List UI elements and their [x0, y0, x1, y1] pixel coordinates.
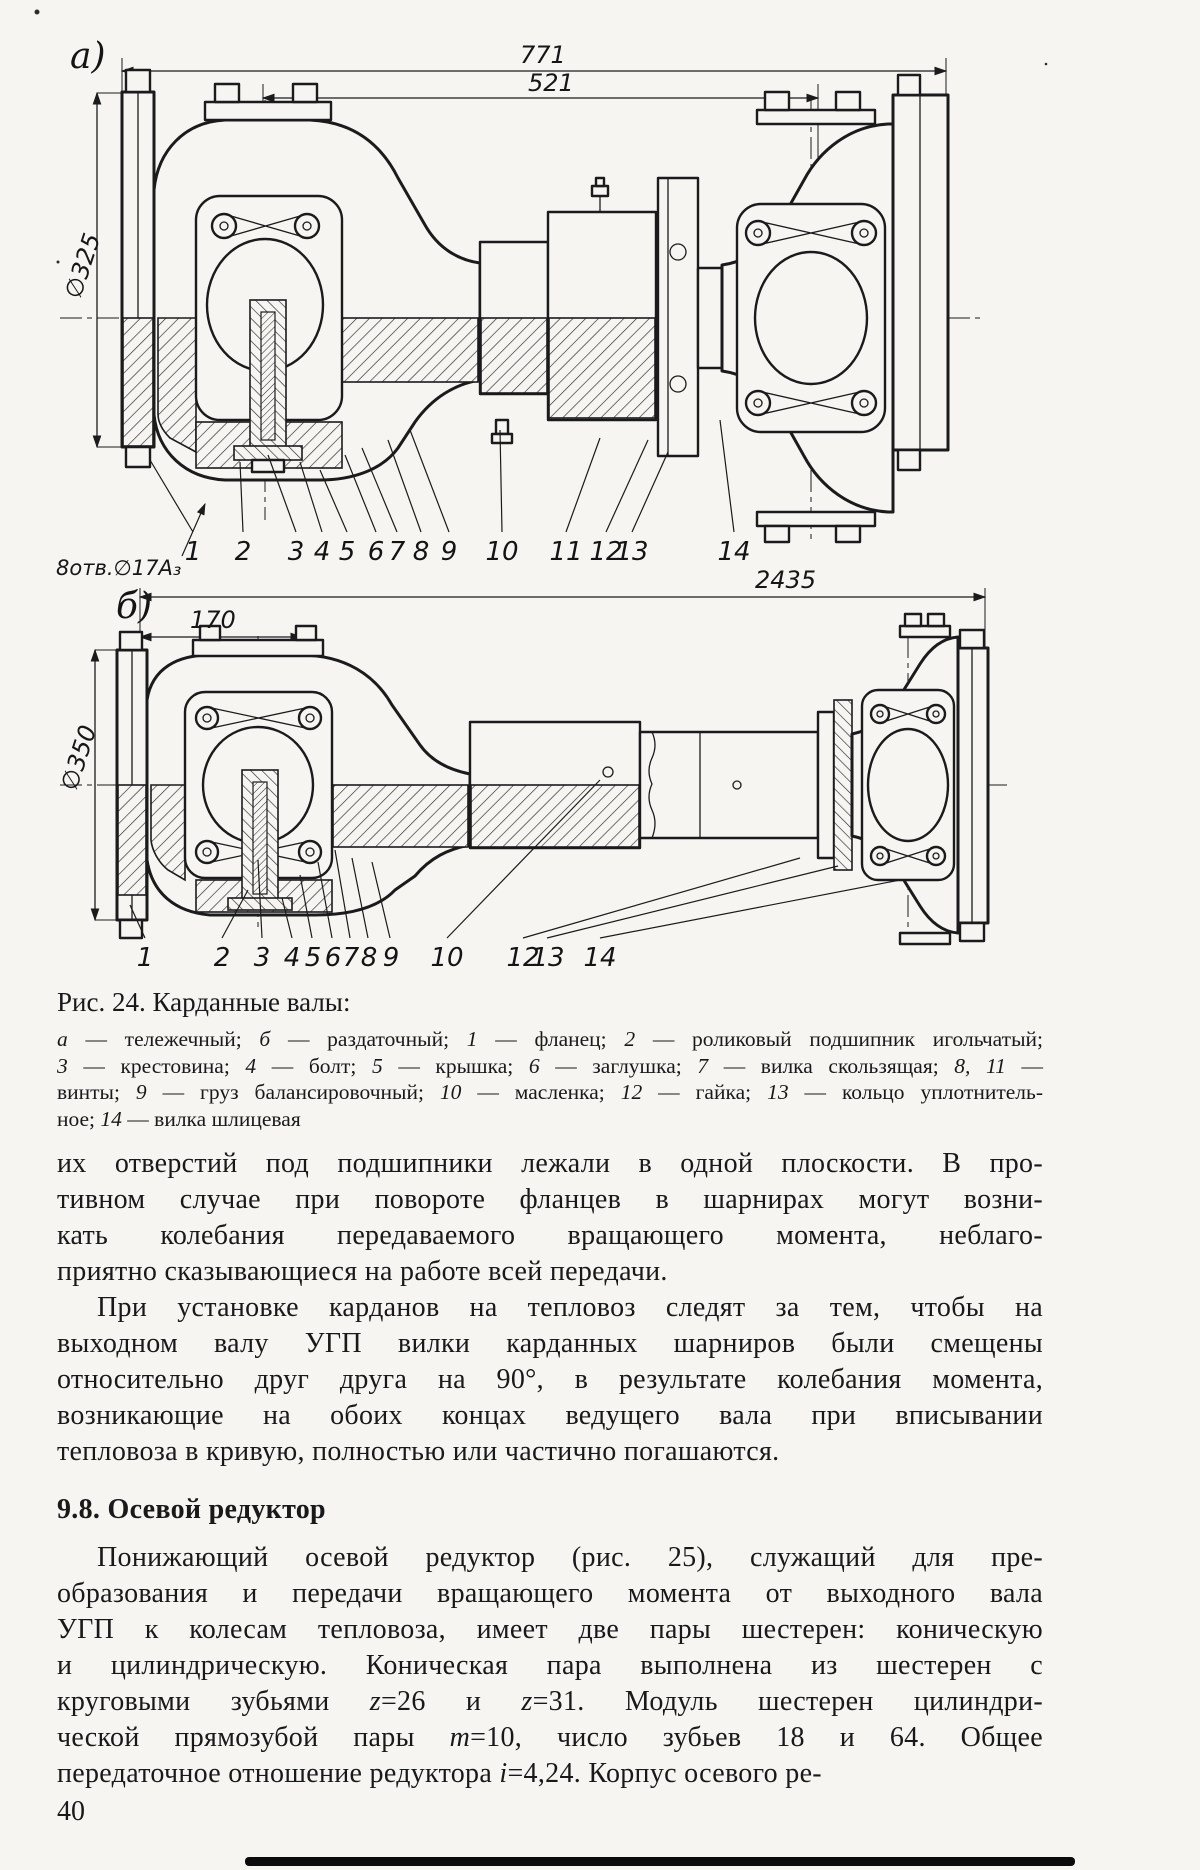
callout-a-9: 9: [440, 537, 458, 567]
figure-caption-legend: а — тележечный; б — раздаточный; 1 — фланец; 2 — роликовый подшипник игольчатый; 3 — крестовина; 4 — болт; 5 — крышка; 6 — заглушка; 7 — вилка скользящая; 8, 11 — винты; 9 — груз балансировочный; 10 — масленка; 12 — гайка; 13 — кольцо уплотнитель- ное; 14 — вилка шлицевая: [57, 1027, 1044, 1131]
scan-speck: [57, 261, 60, 264]
callout-a-1: 1: [184, 537, 202, 567]
callout-b-3: 3: [253, 943, 271, 973]
callout-b-4: 4: [283, 943, 301, 973]
callout-a-6: 6: [367, 537, 385, 567]
dim-2435: 2435: [755, 566, 817, 594]
callout-a-14: 14: [717, 537, 751, 567]
callout-a-5: 5: [338, 537, 356, 567]
dim-170: 170: [190, 606, 236, 634]
scan-speck: [35, 10, 40, 15]
callout-b-9: 9: [382, 943, 400, 973]
callout-b-8: 8: [360, 943, 378, 973]
figure-caption-title: Рис. 24. Карданные валы:: [57, 987, 351, 1017]
callout-b-14: 14: [583, 943, 617, 973]
callout-b-12: 12: [506, 943, 540, 973]
callout-a-7: 7: [388, 537, 406, 567]
callout-b-1: 1: [136, 943, 154, 973]
drawing-b: [55, 566, 1010, 973]
callout-a-13: 13: [615, 537, 649, 567]
paragraph-1: их отверстий под подшипники лежали в одной плоскости. В про- тивном случае при повороте фланцев в шарнирах могут возни- кать колебания передаваемого вращающего момента, неблаго- приятно сказывающиеся на работе всей передачи.: [57, 1148, 1043, 1287]
callout-b-2: 2: [213, 943, 231, 973]
callout-b-7: 7: [342, 943, 360, 973]
callout-a-10: 10: [485, 537, 519, 567]
callout-a-2: 2: [234, 537, 252, 567]
drawing-a-linework: [60, 58, 985, 556]
drawing-a-label: а): [70, 36, 106, 77]
drawing-a: [56, 36, 985, 580]
callout-b-5: 5: [304, 943, 322, 973]
callout-a-11: 11: [549, 537, 583, 567]
page-number: 40: [57, 1796, 85, 1827]
callout-a-8: 8: [412, 537, 430, 567]
holes-note: 8отв.∅17А₃: [56, 556, 182, 580]
callout-a-12: 12: [589, 537, 623, 567]
dim-dia-325: ∅325: [59, 229, 107, 302]
drawing-a-callouts: [185, 537, 751, 567]
drawing-b-label: б): [116, 586, 153, 627]
callout-b-10: 10: [430, 943, 464, 973]
scan-speck: [1045, 63, 1048, 66]
dim-771: 771: [520, 41, 566, 69]
text-column: [57, 986, 1043, 1792]
drawing-b-linework: [60, 588, 1010, 944]
callout-a-4: 4: [313, 537, 331, 567]
paragraph-3: Понижающий осевой редуктор (рис. 25), служащий для пре- образования и передачи вращающего момента от выходного вала УГП к колесам тепловоза, имеет две пары шестерен: коническую и цилиндрическую. Коническая пара выполнена из шестерен с круговыми зубьями z=26 и z=31. Модуль шестерен цилиндри- ческой прямозубой пары m=10, число зубьев 18 и 64. Общее передаточное отношение редуктора i=4,24. Корпус осевого ре-: [57, 1542, 1044, 1789]
section-heading: 9.8. Осевой редуктор: [57, 1494, 326, 1525]
callout-b-6: 6: [324, 943, 342, 973]
callout-a-3: 3: [287, 537, 305, 567]
paragraph-2: При установке карданов на тепловоз следят за тем, чтобы на выходном валу УГП вилки карданных шарниров были смещены относительно друг друга на 90°, в результате колебания момента, возникающие на обоих концах ведущего вала при вписывании тепловоза в кривую, полностью или частично погашаются.: [57, 1292, 1043, 1467]
dim-dia-350: ∅350: [55, 721, 103, 794]
dim-521: 521: [528, 69, 574, 97]
drawing-b-callouts: [137, 943, 617, 973]
scan-artifact-bar: [245, 1857, 1075, 1866]
callout-b-13: 13: [531, 943, 565, 973]
